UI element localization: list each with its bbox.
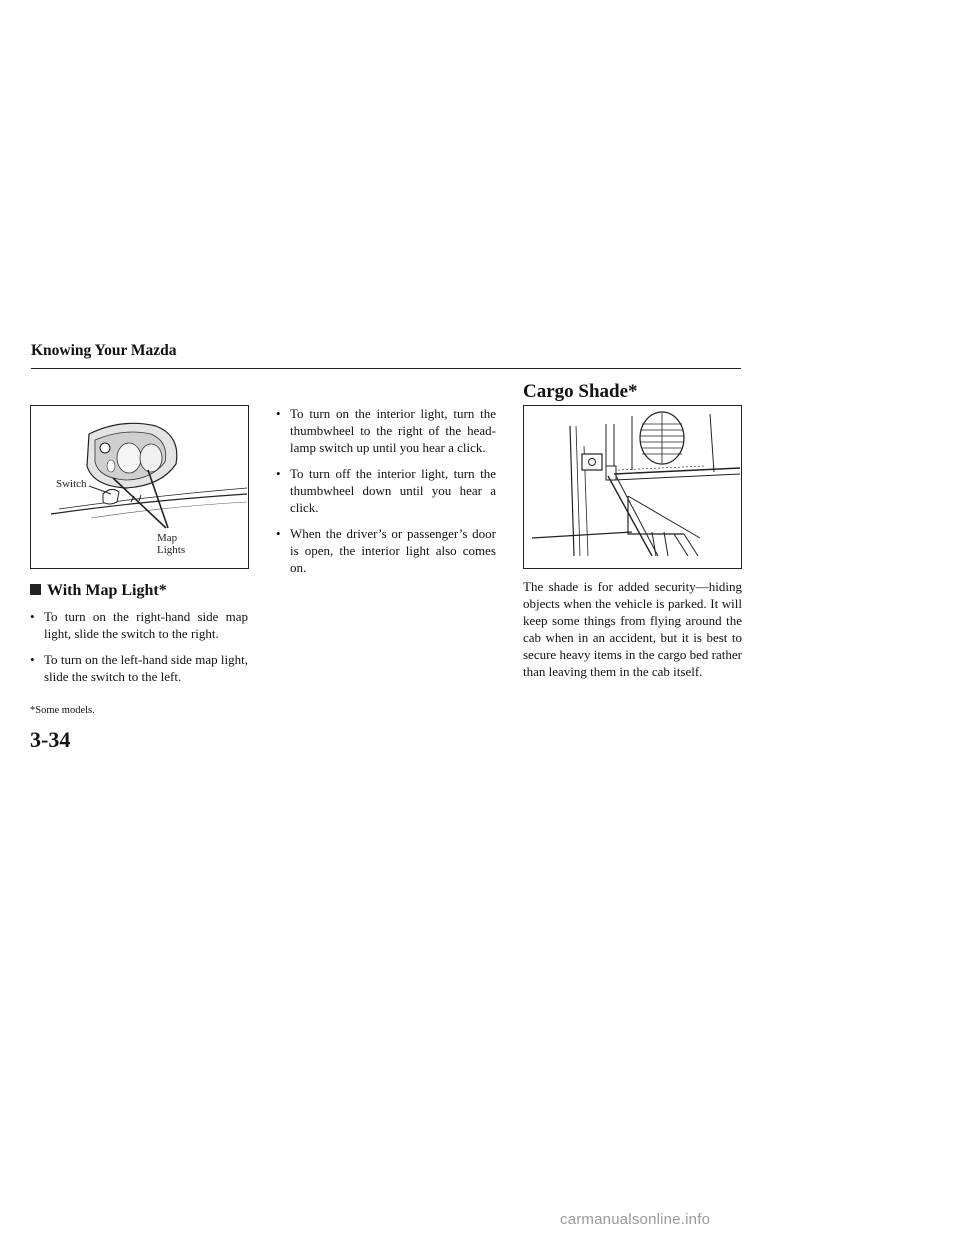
bullet-icon: • bbox=[30, 609, 35, 624]
cargo-shade-figure bbox=[523, 405, 742, 569]
map-light-heading: With Map Light* bbox=[30, 582, 167, 600]
list-item: • To turn off the interior light, turn the thumbwheel down until you hear a click. bbox=[276, 466, 496, 515]
list-item: • To turn on the right-hand side map light, slide the switch to the right. bbox=[30, 609, 248, 641]
interior-light-instructions bbox=[276, 405, 496, 585]
list-item: • To turn on the interior light, turn the thumbwheel to the right of the head-lamp switch up until you hear a click. bbox=[276, 406, 496, 455]
cargo-shade-title: Cargo Shade* bbox=[523, 381, 638, 402]
footnote: *Some models. bbox=[30, 705, 95, 716]
list-item: • When the driver’s or passenger’s door is open, the interior light also comes on. bbox=[276, 526, 496, 575]
square-bullet-icon bbox=[30, 584, 41, 595]
bullet-icon: • bbox=[276, 406, 281, 421]
section-header: Knowing Your Mazda bbox=[31, 342, 177, 359]
list-item: • To turn on the left-hand side map light, slide the switch to the left. bbox=[30, 652, 248, 684]
bullet-icon: • bbox=[276, 526, 281, 541]
cargo-shade-illustration bbox=[524, 406, 741, 568]
bullet-icon: • bbox=[30, 652, 35, 667]
map-lights-label: Map Lights bbox=[157, 532, 186, 556]
cargo-shade-description: The shade is for added security—hiding objects when the vehicle is parked. It will keep some things from flying around the cab when in an accident, but it is best to secure heavy items in the cargo bed rather than leaving them in the cab itself. bbox=[523, 579, 742, 679]
watermark: carmanualsonline.info bbox=[560, 1211, 711, 1228]
header-divider bbox=[31, 368, 741, 369]
bullet-icon: • bbox=[276, 466, 281, 481]
map-light-instructions bbox=[30, 608, 248, 694]
switch-label: Switch bbox=[56, 478, 87, 490]
page-number: 3-34 bbox=[30, 727, 71, 752]
map-light-figure bbox=[30, 405, 249, 569]
